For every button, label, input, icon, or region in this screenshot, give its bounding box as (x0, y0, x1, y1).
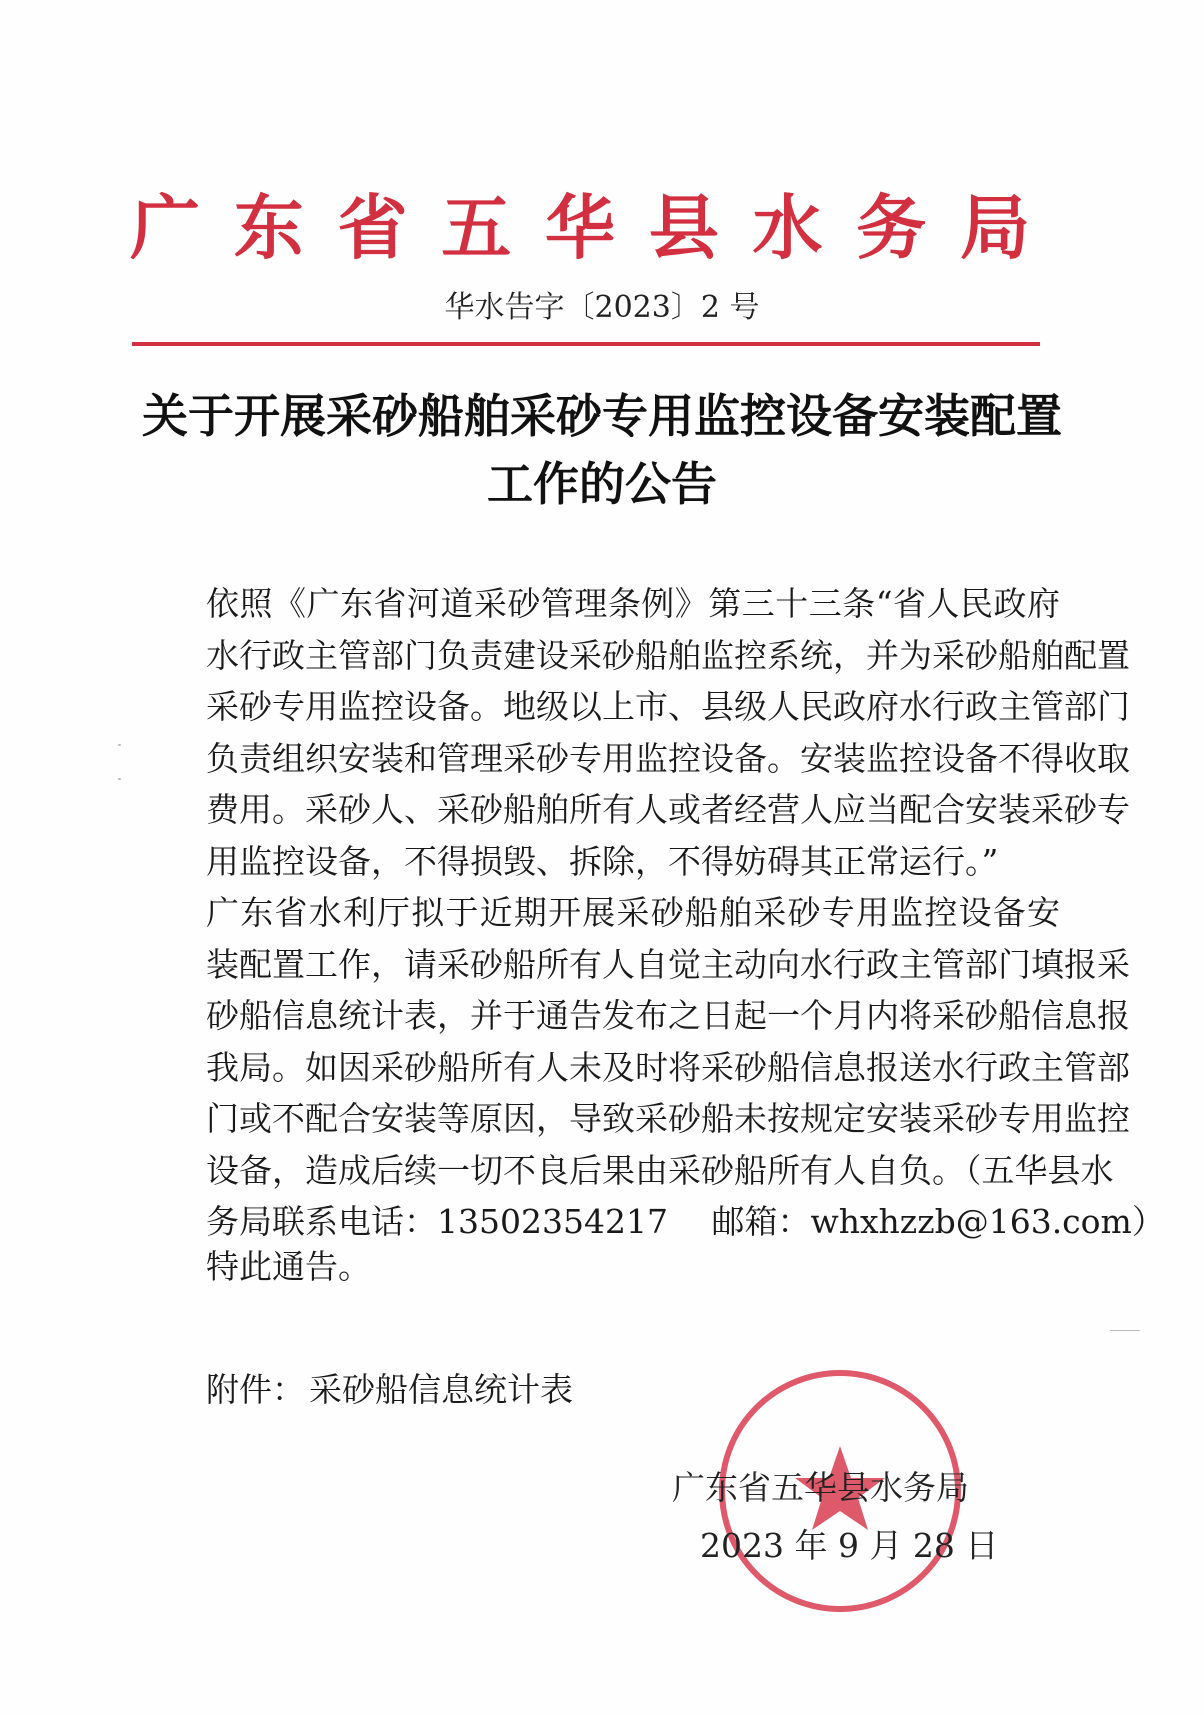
body-line: 依照《广东省河道采砂管理条例》第三十三条“省人民政府 (206, 584, 1060, 623)
body-line: 用监控设备，不得损毁、拆除，不得妨碍其正常运行。” (206, 841, 999, 881)
body-line: 设备，造成后续一切不良后果由采砂船所有人自负。（五华县水 (206, 1150, 1114, 1190)
letterhead-char: 局 (960, 186, 1030, 269)
body-line: 门或不配合安装等原因，导致采砂船未按规定安装采砂专用监控 (206, 1099, 1130, 1138)
body-line: 装配置工作，请采砂船所有人自觉主动向水行政主管部门填报采 (206, 944, 1130, 984)
letterhead-char: 务 (856, 186, 927, 269)
letterhead (130, 188, 1030, 268)
letterhead-char: 省 (337, 186, 408, 269)
letterhead-char: 五 (441, 186, 512, 269)
signing-date: 2023 年 9 月 28 日 (700, 1526, 999, 1565)
body-line: 水行政主管部门负责建设采砂船舶监控系统，并为采砂船舶配置 (206, 635, 1130, 675)
body-line: 负责组织安装和管理采砂专用监控设备。安装监控设备不得收取 (206, 738, 1130, 778)
letterhead-char: 水 (752, 186, 823, 269)
red-divider-line (132, 342, 1040, 346)
scan-speck (1110, 1330, 1140, 1331)
body-line: 费用。采砂人、采砂船舶所有人或者经营人应当配合安装采砂专 (206, 790, 1130, 829)
attachment-name: 采砂船信息统计表 (309, 1370, 573, 1409)
notice-body (140, 578, 1165, 1248)
letterhead-char: 广 (130, 186, 200, 269)
document-number: 华水告字〔2023〕2 号 (444, 290, 760, 325)
body-line: 砂船信息统计表，并于通告发布之日起一个月内将采砂船信息报 (206, 996, 1130, 1035)
attachment-line (206, 1364, 573, 1415)
body-line: 务局联系电话：13502354217 邮箱：whxhzzb@163.com） (206, 1202, 1165, 1241)
closing-statement: 特此通告。 (206, 1247, 371, 1286)
scan-speck (118, 778, 121, 780)
title-line: 关于开展采砂船舶采砂专用监控设备安装配置 (142, 389, 1062, 443)
title-line: 工作的公告 (487, 457, 717, 511)
letterhead-char: 东 (233, 186, 304, 269)
letterhead-char: 华 (545, 186, 615, 269)
paragraph-instructions (140, 887, 1165, 1248)
body-line: 采砂专用监控设备。地级以上市、县级人民政府水行政主管部门 (206, 687, 1130, 726)
letterhead-char: 县 (648, 186, 719, 269)
body-line: 广东省水利厅拟于近期开展采砂船舶采砂专用监控设备安 (206, 893, 1060, 932)
attachment-label: 附件： (206, 1370, 305, 1409)
signing-organization: 广东省五华县水务局 (672, 1468, 969, 1507)
notice-title (110, 382, 1094, 518)
scan-speck (118, 744, 121, 746)
paragraph-legal-basis (140, 578, 1130, 887)
body-line: 我局。如因采砂船所有人未及时将采砂船信息报送水行政主管部 (206, 1047, 1130, 1087)
